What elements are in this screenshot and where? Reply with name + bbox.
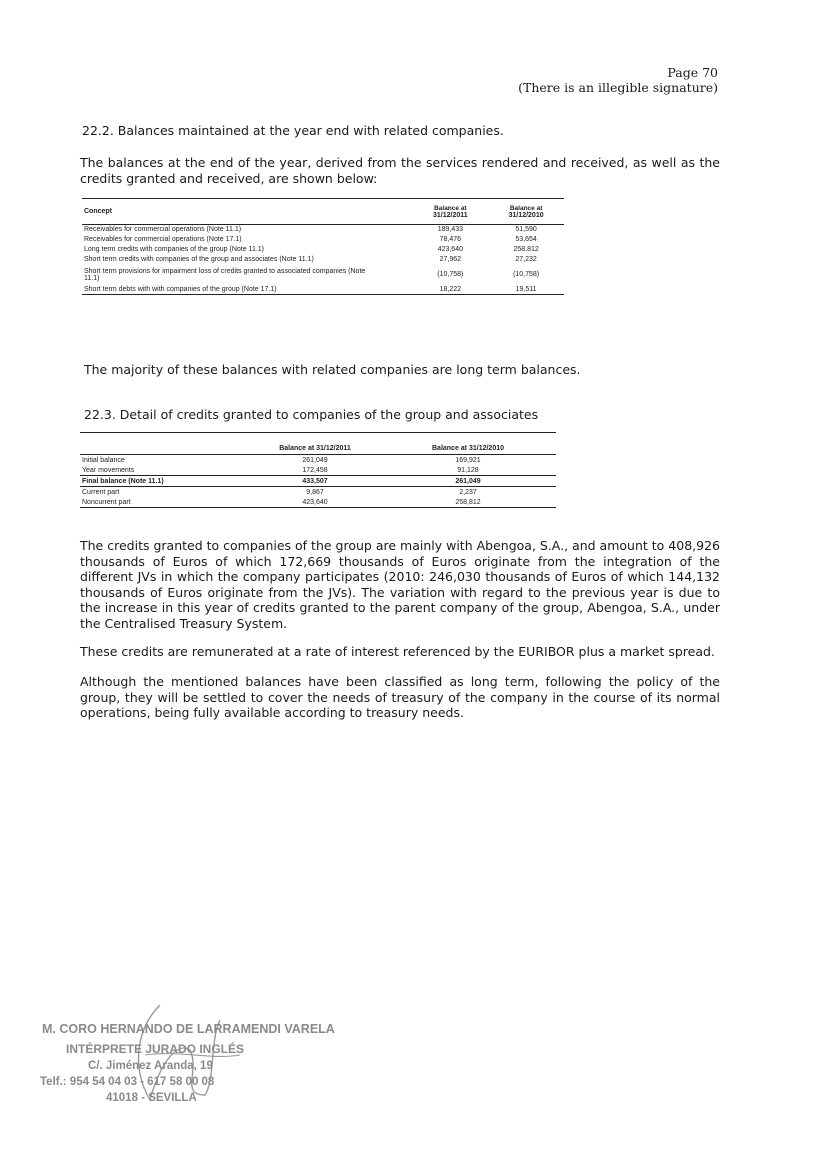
table-row — [82, 225, 564, 235]
row-label: Year movements — [82, 466, 135, 474]
row-concept: Short term provisions for impairment loss of credits granted to associated companies (Note 11.1) — [84, 267, 366, 282]
row-2011: 27,962 — [439, 256, 462, 263]
row-2011: 261,049 — [302, 456, 328, 464]
row-2011: 9,867 — [306, 488, 324, 496]
stamp-name: M. CORO HERNANDO DE LARRAMENDI VARELA — [42, 1022, 335, 1036]
stamp-city: 41018 - SEVILLA — [106, 1092, 197, 1104]
row-2011: 423,640 — [437, 246, 463, 253]
settlement-paragraph: Although the mentioned balances have been classified as long term, following the policy of the group, they will be settled to cover the needs of treasury of the company in the course of its normal operations, being fully available according to treasury needs. — [80, 674, 720, 720]
section-22-3-title: 22.3. Detail of credits granted to companies of the group and associates — [84, 407, 539, 422]
table-header-row — [82, 199, 564, 225]
row-label: Current part — [82, 488, 120, 496]
row-label: Initial balance — [82, 456, 125, 464]
table-row — [80, 497, 556, 508]
credits-paragraph: The credits granted to companies of the group are mainly with Abengoa, S.A., and amount to 408,926 thousands of Euros of which 172,669 thousands of Euros originate from the integration of the different JVs in which the company participates (2010: 246,030 thousands of Euros of which 144,132 thousands of Euros originate from the JVs). The variation with regard to the previous year is due to the increase in this year of credits granted to the parent company of the group, Abengoa, S.A., under the Centralised Treasury System. — [80, 538, 720, 631]
col-2011: Balance at 31/12/2011 — [279, 445, 351, 452]
section-22-2-title: 22.2. Balances maintained at the year end with related companies. — [82, 123, 504, 138]
row-2010: 19,511 — [515, 285, 537, 293]
row-2011: 78,476 — [439, 236, 462, 243]
row-2011: 433,507 — [302, 477, 328, 485]
col-label — [80, 433, 250, 455]
table-header-row — [80, 433, 556, 455]
row-2010: 2,237 — [459, 488, 477, 496]
row-label: Final balance (Note 11.1) — [82, 477, 164, 485]
row-2010: 261,049 — [455, 477, 481, 485]
credits-detail-table — [80, 432, 556, 508]
row-2010: 258,812 — [455, 498, 481, 506]
col-2010: Balance at 31/12/2010 — [432, 445, 504, 452]
table-row — [80, 465, 556, 476]
row-2010: 27,232 — [515, 256, 537, 263]
table-row — [80, 455, 556, 466]
table-row — [82, 235, 564, 245]
col-2011-bottom: 31/12/2011 — [433, 211, 468, 219]
row-2010: 258,812 — [513, 246, 539, 253]
table-row — [80, 476, 556, 487]
row-2011: 172,458 — [302, 466, 328, 474]
col-2010-top: Balance at — [509, 204, 543, 212]
row-concept: Receivables for commercial operations (Note 17.1) — [84, 236, 242, 243]
stamp-address: C/. Jiménez Aranda, 19 — [88, 1060, 213, 1072]
stamp-phone: Telf.: 954 54 04 03 - 617 58 00 08 — [40, 1076, 215, 1088]
table-row — [80, 487, 556, 498]
row-concept: Long term credits with companies of the group (Note 11.1) — [84, 246, 265, 253]
col-concept: Concept — [84, 208, 112, 215]
table-row — [82, 285, 564, 295]
row-concept: Short term debts with with companies of the group (Note 17.1) — [84, 285, 277, 293]
long-term-note: The majority of these balances with related companies are long term balances. — [84, 362, 581, 377]
row-2010: 51,590 — [515, 226, 537, 234]
row-2011: 423,640 — [302, 498, 328, 506]
page-number: Page 70 — [667, 65, 718, 80]
table-row — [82, 265, 564, 285]
page-header — [518, 65, 718, 95]
stamp-role: INTÉRPRETE JURADO INGLÉS — [66, 1042, 245, 1056]
translator-stamp — [40, 1000, 335, 1110]
col-2011 — [412, 199, 488, 225]
signature-note: (There is an illegible signature) — [518, 80, 718, 95]
row-2010: 169,921 — [455, 456, 481, 464]
row-concept: Short term credits with companies of the group and associates (Note 11.1) — [84, 256, 314, 263]
interest-paragraph: These credits are remunerated at a rate of interest referenced by the EURIBOR plus a market spread. — [80, 644, 715, 659]
section-22-2-intro: The balances at the end of the year, derived from the services rendered and received, as well as the credits granted and received, are shown below: — [80, 155, 720, 186]
row-2010: 91,128 — [457, 466, 479, 474]
related-balances-table — [82, 198, 564, 295]
table-row — [82, 255, 564, 265]
col-2011-top: Balance at — [434, 204, 467, 212]
col-2010 — [488, 199, 564, 225]
row-2010: 53,654 — [515, 236, 537, 243]
row-2011: 189,433 — [437, 226, 463, 234]
table-row — [82, 245, 564, 255]
row-2010: (10,758) — [513, 271, 540, 278]
row-label: Noncurrent part — [82, 498, 131, 506]
row-2011: (10,758) — [437, 271, 464, 278]
row-2011: 18,222 — [439, 285, 462, 293]
row-concept: Receivables for commercial operations (Note 11.1) — [84, 226, 242, 234]
col-2010-bottom: 31/12/2010 — [508, 211, 544, 219]
